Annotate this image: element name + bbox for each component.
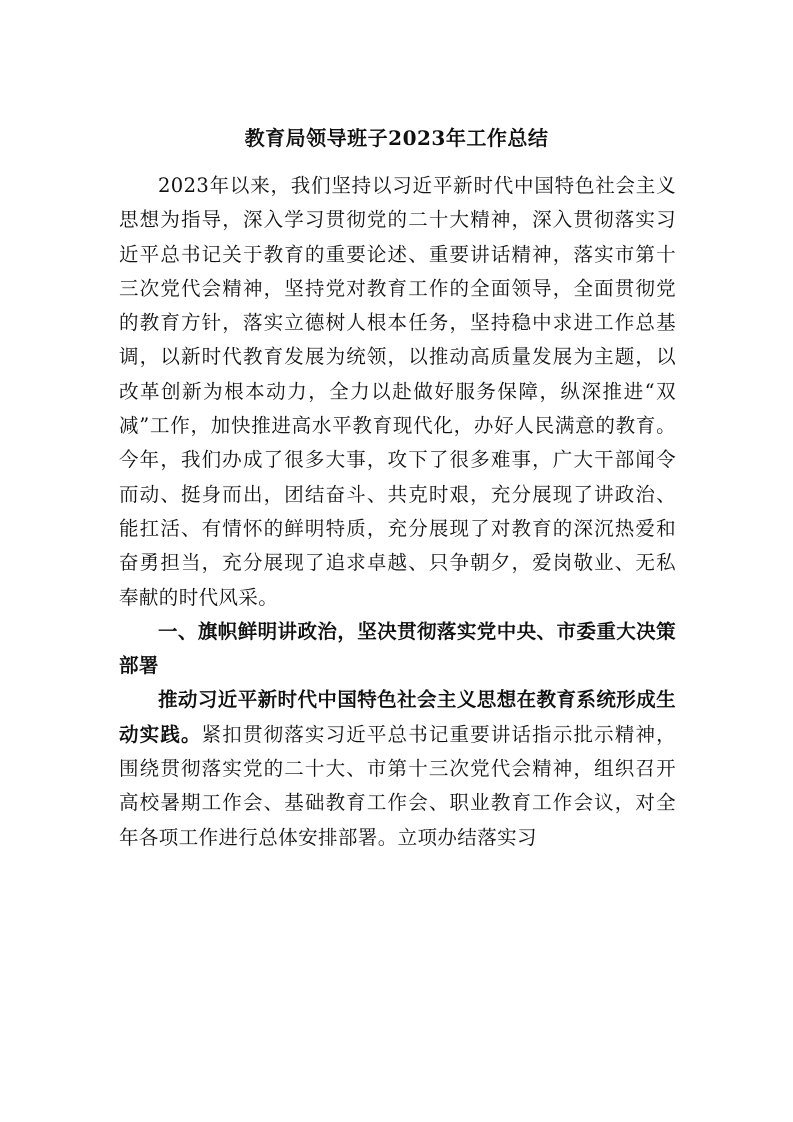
- paragraph-lead: 推动习近平新时代中国特色社会主义思想在教育系统形成生动实践。: [119, 688, 676, 746]
- intro-paragraph: 2023年以来，我们坚持以习近平新时代中国特色社会主义思想为指导，深入学习贯彻党的二十大精神，深入贯彻落实习近平总书记关于教育的重要论述、重要讲话精神，落实市第十三次党代会精神，坚持党对教育工作的全面领导，全面贯彻党的教育方针，落实立德树人根本任务，坚持稳中求进工作总基调，以新时代教育发展为统领，以推动高质量发展为主题，以改革创新为根本动力，全力以赴做好服务保障，纵深推进“双减”工作，加快推进高水平教育现代化，办好人民满意的教育。今年，我们办成了很多大事，攻下了很多难事，广大干部闻令而动、挺身而出，团结奋斗、共克时艰，充分展现了讲政治、能扛活、有情怀的鲜明特质，充分展现了对教育的深沉热爱和奋勇担当，充分展现了追求卓越、只争朝夕，爱岗敬业、无私奉献的时代风采。: [119, 174, 676, 609]
- document-title: 教育局领导班子2023年工作总结: [244, 126, 549, 150]
- section-heading: 一、旗帜鲜明讲政治，坚决贯彻落实党中央、市委重大决策部署: [119, 619, 676, 678]
- paragraph-text: 紧扣贯彻落实习近平总书记重要讲话指示批示精神，围绕贯彻落实党的二十大、市第十三次党代会精神，组织召开高校暑期工作会、基础教育工作会、职业教育工作会议，对全年各项工作进行总体安排部署。立项办结落实习: [119, 722, 676, 849]
- section-paragraph: [119, 683, 676, 854]
- document-body: [119, 169, 676, 855]
